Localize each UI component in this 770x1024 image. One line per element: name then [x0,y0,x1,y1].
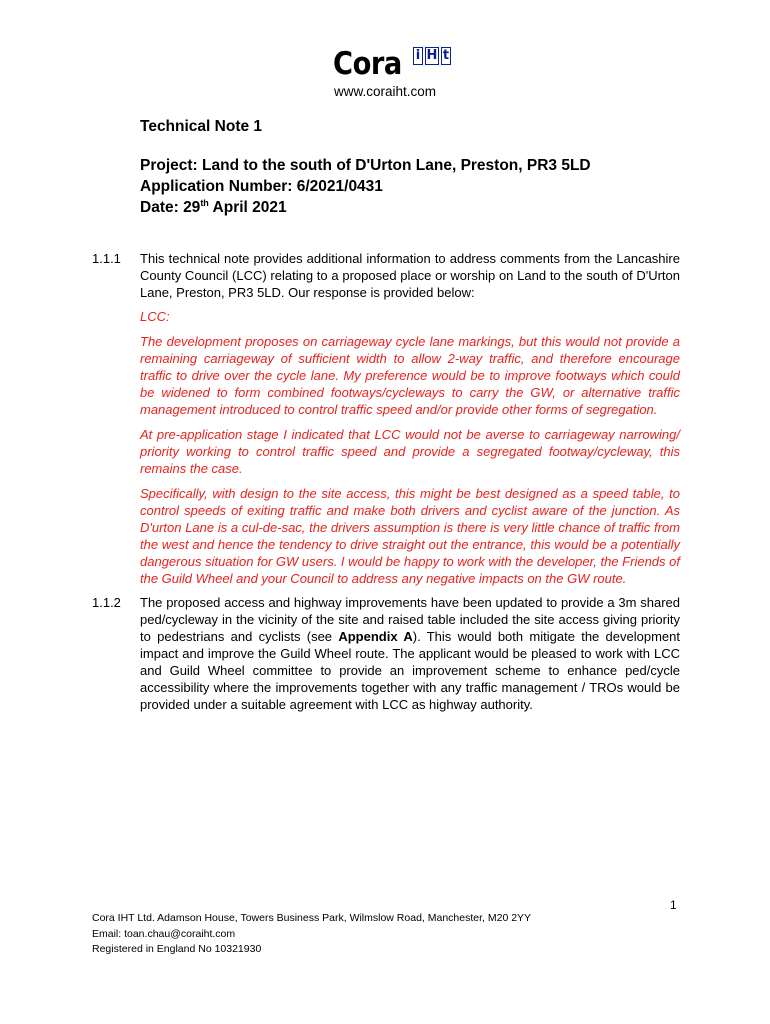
footer-registration: Registered in England No 10321930 [92,943,262,955]
date-ordinal: th [200,198,209,208]
paragraph-text [140,594,680,713]
paragraph-number: 1.1.1 [92,251,121,266]
paragraph-text: This technical note provides additional information to address comments from the Lancashire County Council (LCC) relating to a proposed place or worship on Land to the south of D'Urton Lane, Preston, PR3 5LD. Our response is provided below: [140,251,680,300]
page-number: 1 [670,898,677,912]
lcc-comment-3: Specifically, with design to the site access, this might be best designed as a speed table, to control speeds of exiting traffic and make both drivers and cyclist aware of the junction. As D'urton Lane is a cul-de-sac, the drivers assumption is there is very little chance of traffic from the west and hence the tendency to drive straight out the entrance, this would be a potentially dangerous situation for GW users. I would be happy to work with the developer, the Friends of the Guild Wheel and your Council to address any negative impacts on the GW route. [140,486,680,586]
paragraph-number: 1.1.2 [92,595,121,610]
website-link[interactable]: www.coraiht.com [333,84,437,99]
lcc-label: LCC: [140,309,170,324]
paragraph-text-end: ). This would both mitigate the development impact and improve the Guild Wheel route. The applicant would be pleased to work with LCC and Guild Wheel committee to provide an improvement scheme to enhance ped/cycle accessibility where the improvements together with any traffic management / TROs would be provided under a suitable agreement with LCC as highway authority. [140,629,680,712]
logo-box-h: H [426,48,438,63]
logo-wordmark: Cora [333,46,402,82]
date-prefix: Date: 29 [140,199,201,216]
page-footer [92,911,531,958]
heading-block [140,116,591,218]
logo-box-i: i [413,47,423,65]
lcc-comment-2: At pre-application stage I indicated that LCC would not be averse to carriageway narrowing/ priority working to control traffic speed and provide a segregated footway/cycleway, this remains the case. [140,427,680,476]
footer-email[interactable]: Email: toan.chau@coraiht.com [92,927,236,940]
paragraph-text-start: The proposed access and highway improvements have been updated to provide a 3m shared ped/cycleway in the vicinity of the site and raised table included the site access giving priority to pedestrians and cyclists (see [140,595,680,644]
appendix-reference: Appendix A [338,629,413,644]
note-title: Technical Note 1 [140,118,263,135]
footer-address: Cora IHT Ltd. Adamson House, Towers Business Park, Wilmslow Road, Manchester, M20 2YY [92,912,532,924]
lcc-comment-1: The development proposes on carriageway cycle lane markings, but this would not provide a remaining carriageway of sufficient width to allow 2-way traffic, and therefore encourage traffic to drive over the cycle lane. My preference would be to improve footways which could be widened to form combined footways/cycleways to carry the GW, or alternative traffic management introduced to control traffic speed and/or provide other forms of segregation. [140,334,680,417]
project-title: Project: Land to the south of D'Urton Lane, Preston, PR3 5LD [140,157,591,174]
date-suffix: April 2021 [208,199,287,216]
application-number: Application Number: 6/2021/0431 [140,178,383,195]
logo-box-t: t [442,48,450,63]
date-line [140,197,591,218]
